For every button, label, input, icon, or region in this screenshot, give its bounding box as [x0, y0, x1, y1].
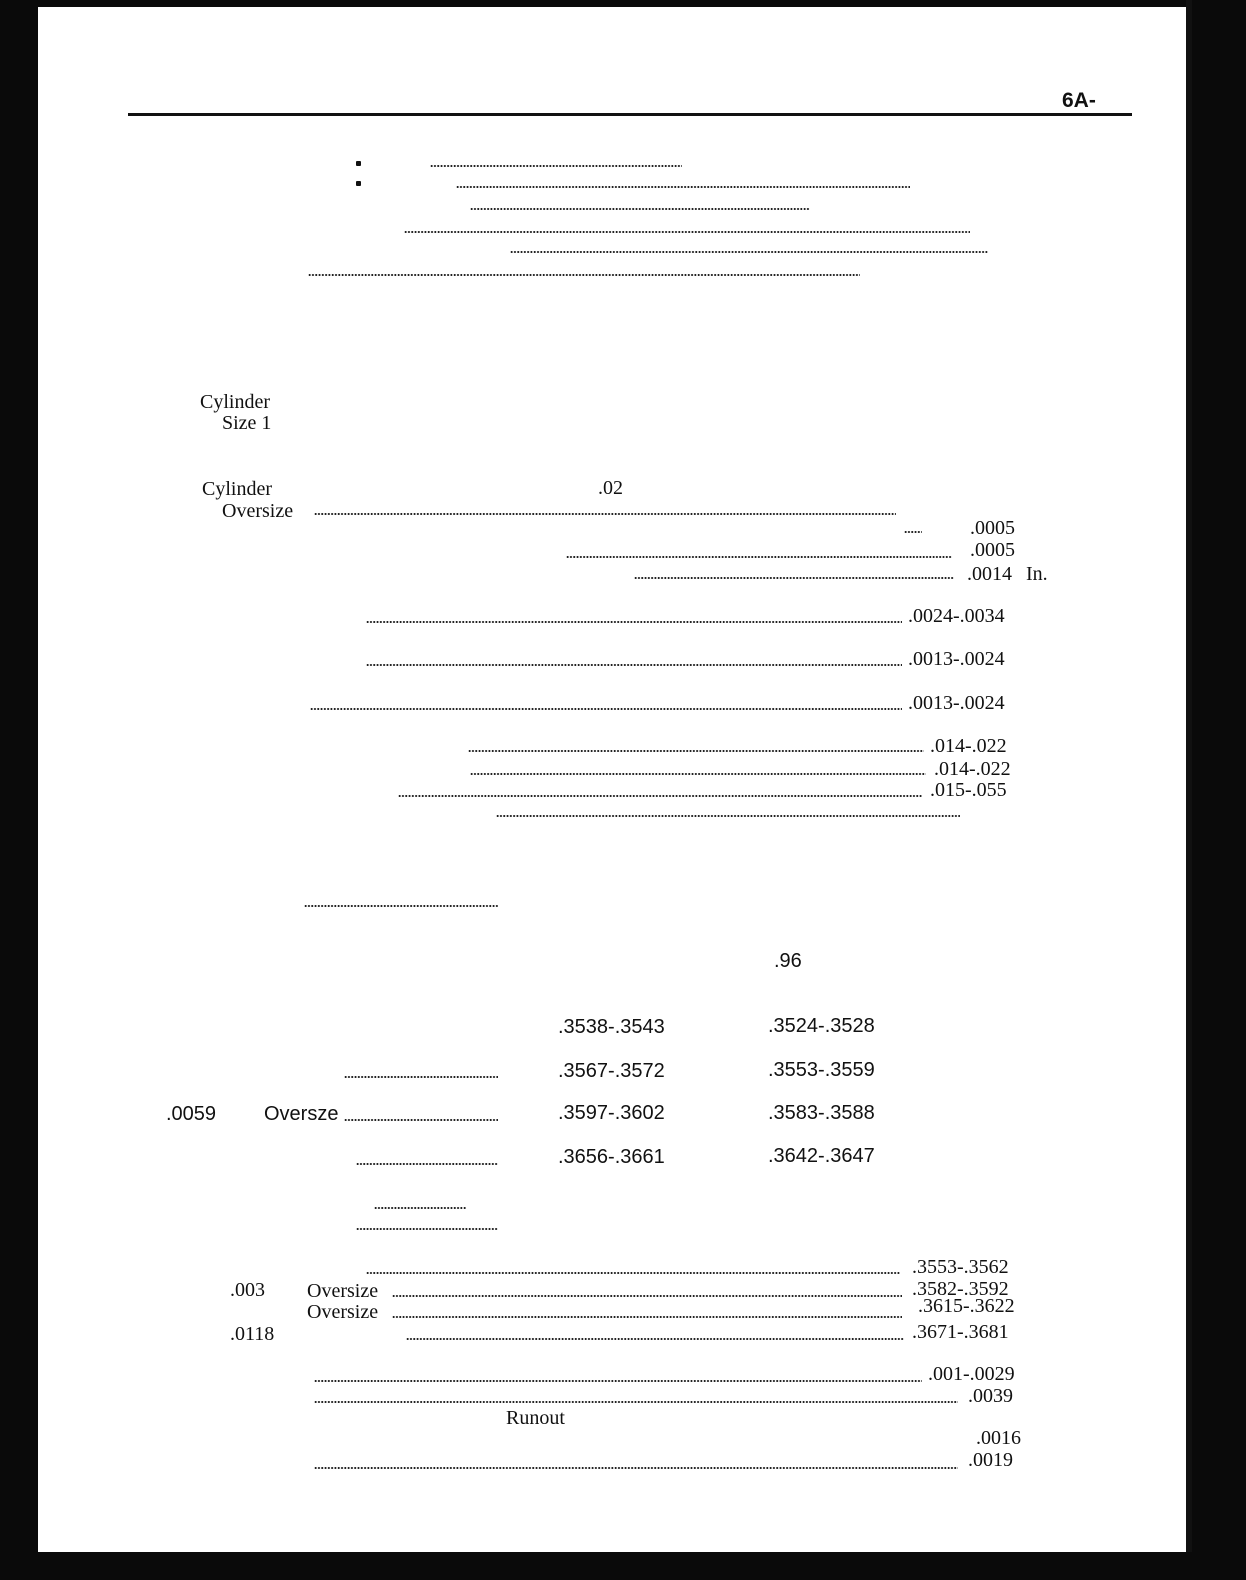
- valve-stem-col1-row1: .3538-.3543: [558, 1016, 665, 1038]
- valve-guide-oversize-label-1: Oversize: [307, 1280, 379, 1302]
- dot-leader: [468, 749, 924, 753]
- oversize-value-2: .0005: [970, 539, 1015, 561]
- ring-gap-value-1: .014-.022: [930, 735, 1007, 757]
- bullet-mark: [356, 161, 361, 166]
- dot-leader: [314, 512, 896, 516]
- clearance-value-1: .0024-.0034: [908, 605, 1005, 627]
- valve-stem-col2-row3: .3583-.3588: [768, 1102, 875, 1124]
- dot-leader: [470, 207, 810, 211]
- dot-leader: [366, 1271, 900, 1275]
- valve-stem-col2-row2: .3553-.3559: [768, 1059, 875, 1081]
- runout-label: Runout: [506, 1407, 565, 1429]
- page-label: 6A-: [1062, 89, 1096, 112]
- dot-leader: [470, 772, 926, 776]
- valve-stem-col2-row1: .3524-.3528: [768, 1015, 875, 1037]
- valve-guide-left-value-1: .003: [230, 1279, 265, 1301]
- oversize-value-3: .0014: [967, 563, 1012, 585]
- dot-leader: [314, 1400, 958, 1404]
- dot-leader: [406, 1337, 904, 1341]
- valve-stem-col2-row4: .3642-.3647: [768, 1145, 875, 1167]
- bullet-mark: [356, 181, 361, 186]
- ring-gap-value-3: .015-.055: [930, 779, 1007, 801]
- valve-guide-value-2: .3582-.3592: [912, 1278, 1009, 1300]
- clearance-tail-value-2: .0039: [968, 1385, 1013, 1407]
- dot-leader: [374, 1206, 466, 1210]
- valve-stem-col1-row2: .3567-.3572: [558, 1060, 665, 1082]
- valve-guide-oversize-label-2: Oversize: [307, 1301, 379, 1323]
- runout-value-2: .0019: [968, 1449, 1013, 1471]
- cylinder-oversize-top-value: .02: [598, 477, 623, 499]
- dot-leader: [404, 230, 970, 234]
- clearance-value-2: .0013-.0024: [908, 648, 1005, 670]
- scan-border-top: [38, 0, 1192, 7]
- oversize-unit: In.: [1026, 563, 1048, 585]
- dot-leader: [430, 164, 682, 168]
- valve-stem-oversize-label: Oversze: [264, 1103, 339, 1125]
- clearance-tail-value-1: .001-.0029: [928, 1363, 1015, 1385]
- dot-leader: [344, 1118, 498, 1122]
- ring-gap-value-2: .014-.022: [934, 758, 1011, 780]
- scan-border-right: [1192, 0, 1246, 1580]
- dot-leader: [904, 530, 922, 534]
- dot-leader: [344, 1075, 498, 1079]
- oversize-value-1: .0005: [970, 517, 1015, 539]
- scan-border-bottom: [0, 1552, 1246, 1580]
- dot-leader: [356, 1162, 498, 1166]
- dot-leader: [392, 1294, 902, 1298]
- valve-stem-header-value: .96: [774, 950, 802, 972]
- runout-value-1: .0016: [976, 1427, 1021, 1449]
- header-rule: [128, 113, 1132, 116]
- cylinder-size-label-2: Size 1: [222, 412, 272, 434]
- dot-leader: [356, 1227, 498, 1231]
- dot-leader: [314, 1379, 922, 1383]
- dot-leader: [366, 620, 902, 624]
- dot-leader: [366, 663, 902, 667]
- valve-stem-col1-row3: .3597-.3602: [558, 1102, 665, 1124]
- dot-leader: [314, 1466, 958, 1470]
- dot-leader: [496, 814, 960, 818]
- valve-stem-oversize-left: .0059: [166, 1103, 217, 1125]
- dot-leader: [634, 576, 954, 580]
- dot-leader: [310, 707, 902, 711]
- dot-leader: [510, 250, 988, 254]
- dot-leader: [308, 273, 860, 277]
- valve-guide-left-value-2: .0118: [230, 1323, 275, 1345]
- valve-stem-col1-row4: .3656-.3661: [558, 1146, 665, 1168]
- cylinder-size-label-1: Cylinder: [200, 391, 270, 413]
- scan-border-left: [0, 0, 38, 1580]
- dot-leader: [566, 555, 952, 559]
- clearance-value-3: .0013-.0024: [908, 692, 1005, 714]
- dot-leader: [398, 794, 922, 798]
- dot-leader: [456, 185, 910, 189]
- valve-guide-value-4: .3671-.3681: [912, 1321, 1009, 1343]
- cylinder-oversize-label-2: Oversize: [222, 500, 294, 522]
- dot-leader: [304, 904, 498, 908]
- valve-guide-value-1: .3553-.3562: [912, 1256, 1009, 1278]
- valve-guide-value-3: .3615-.3622: [918, 1295, 1015, 1317]
- dot-leader: [392, 1315, 902, 1319]
- cylinder-oversize-label-1: Cylinder: [202, 478, 272, 500]
